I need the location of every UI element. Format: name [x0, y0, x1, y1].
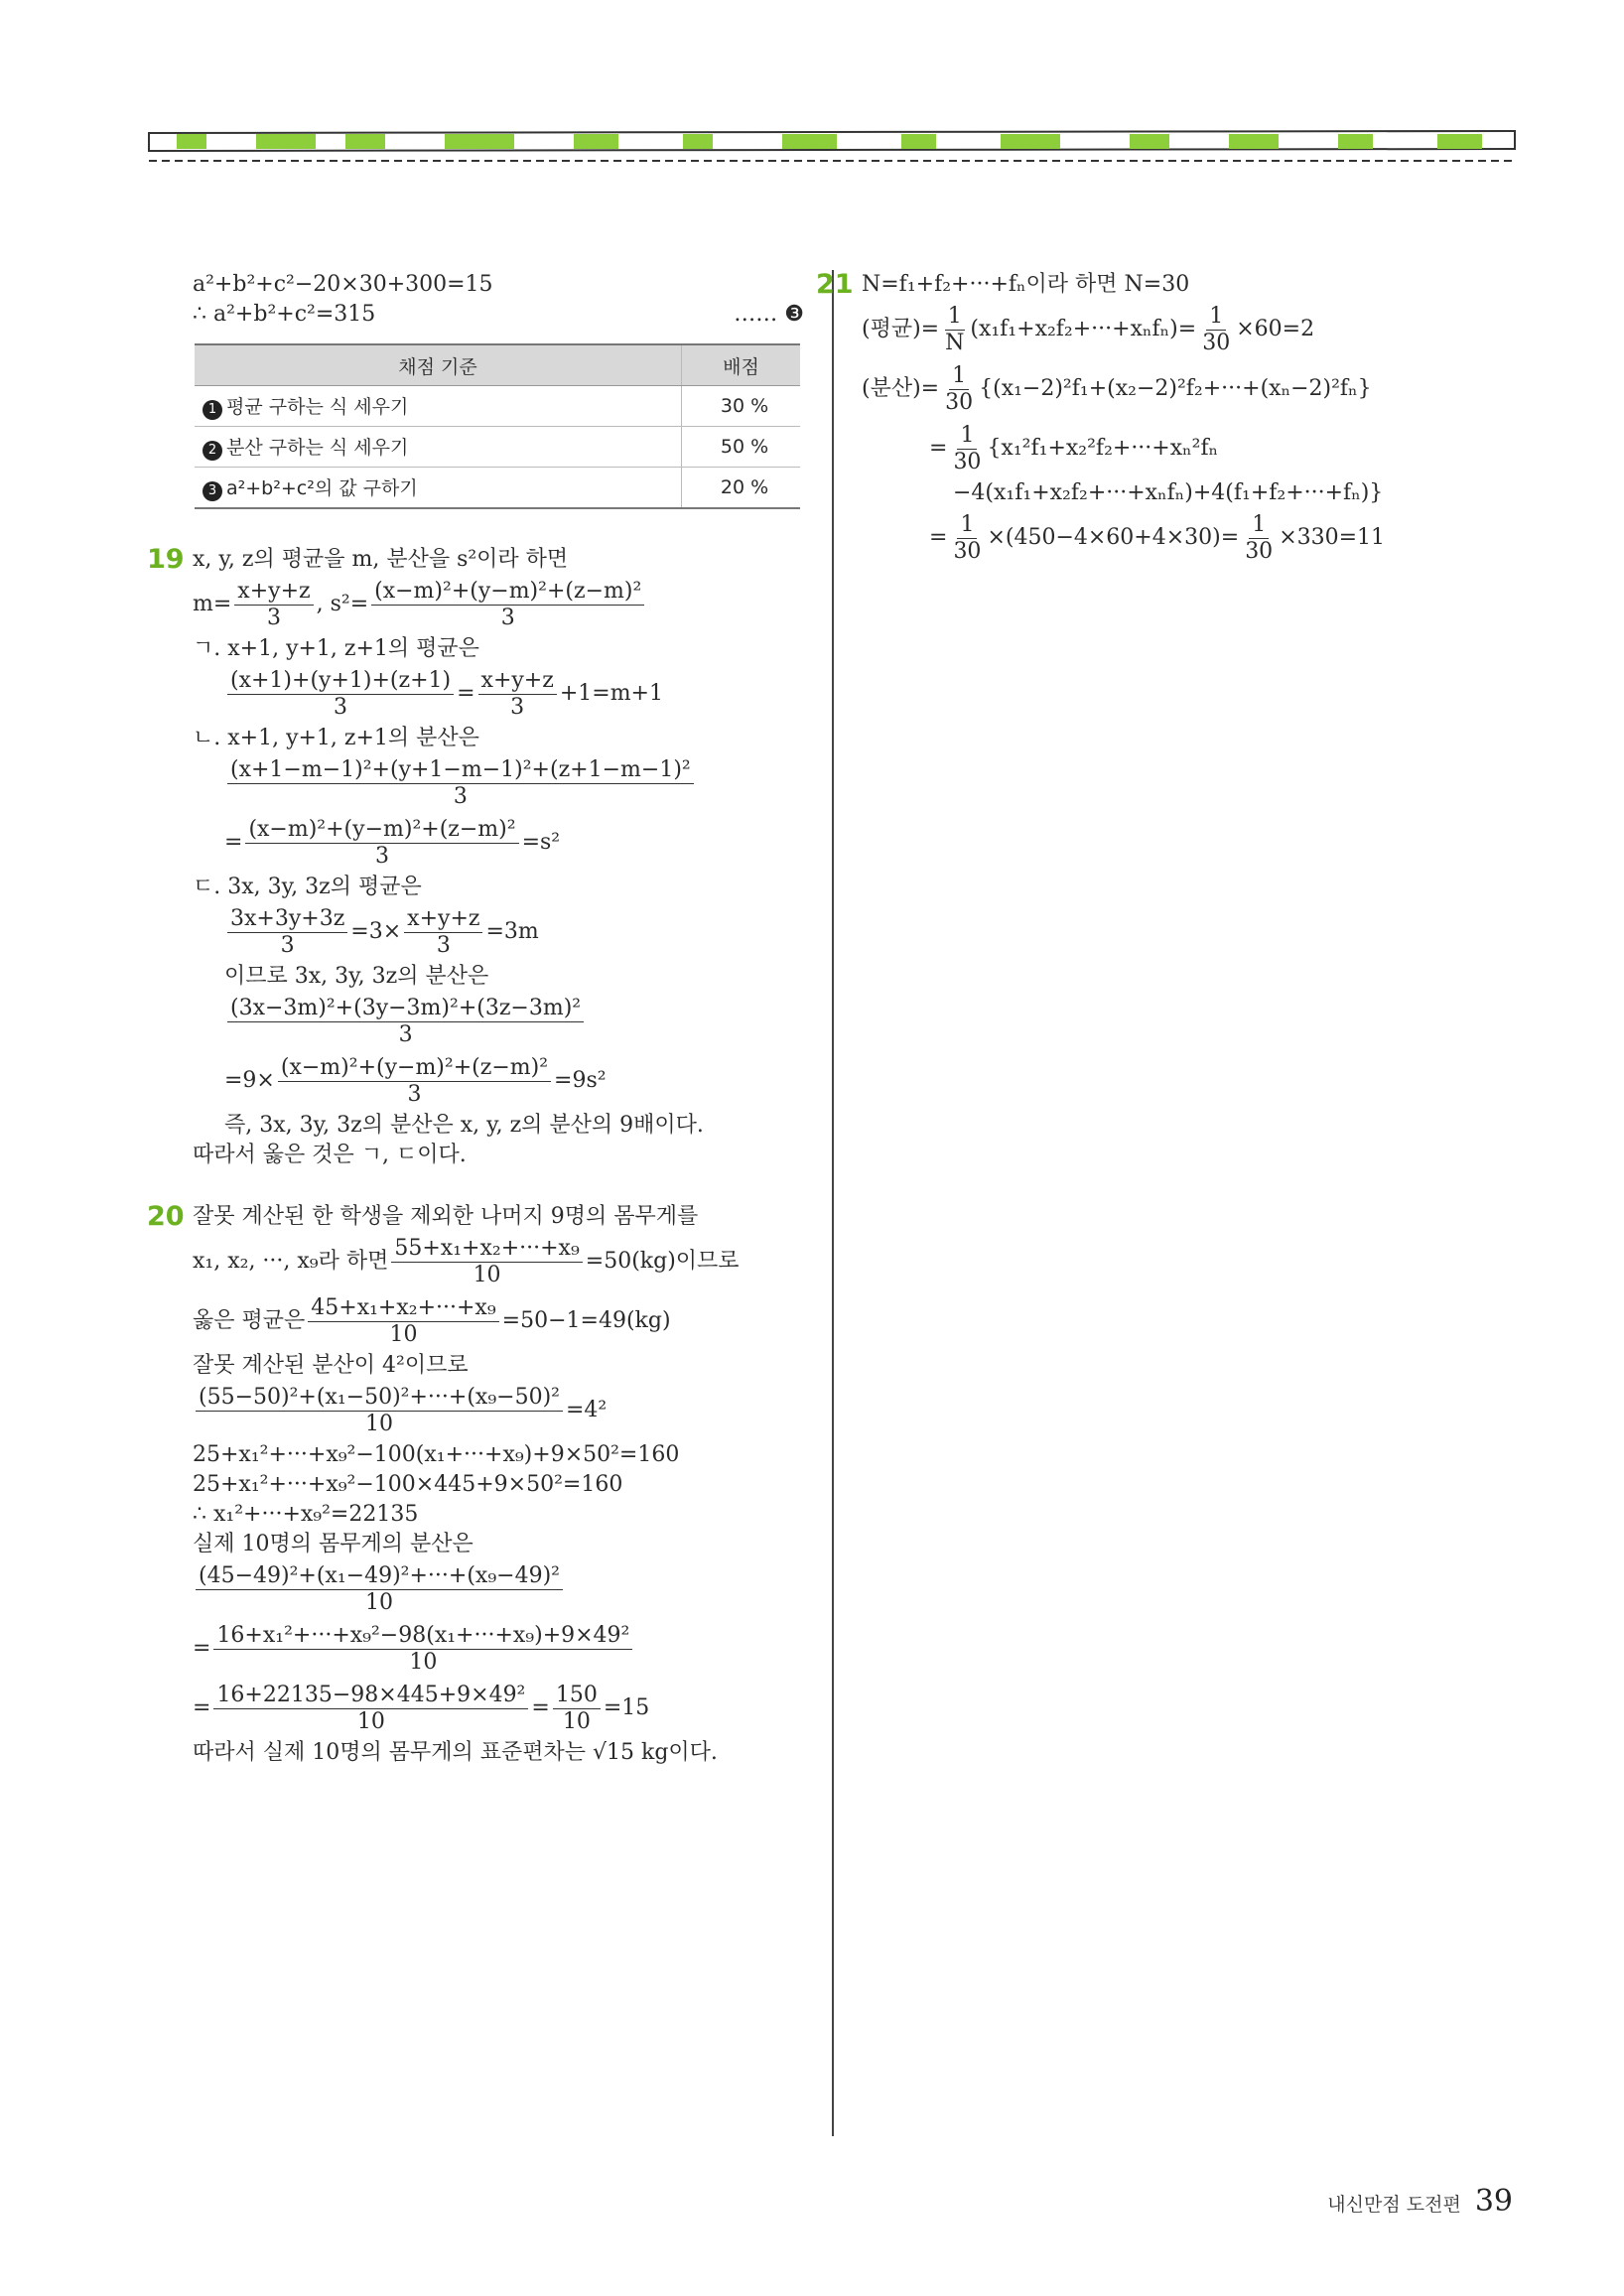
numerator: 1 [1206, 304, 1226, 331]
denominator: 3 [407, 1081, 422, 1107]
fraction [950, 512, 984, 565]
denominator: 3 [510, 694, 525, 720]
left-column [147, 270, 804, 1768]
grading-header-points: 배점 [682, 344, 801, 386]
denominator: 3 [436, 932, 451, 958]
fraction [308, 1295, 498, 1348]
numerator: 1 [957, 423, 977, 450]
denominator: 30 [953, 538, 982, 564]
fraction [391, 1236, 582, 1288]
denominator: 10 [409, 1649, 438, 1675]
equation-text: =s² [521, 830, 561, 855]
denominator: 10 [364, 1589, 393, 1615]
denominator: 3 [398, 1021, 413, 1047]
fraction [1242, 512, 1276, 565]
equation-line [862, 300, 1537, 359]
equation-text: =4² [565, 1398, 608, 1422]
denominator: 10 [389, 1321, 418, 1347]
numerator: x+y+z [478, 668, 557, 695]
equation-text: = [929, 436, 948, 461]
numerator: 150 [553, 1683, 601, 1709]
choice-a-label: ㄱ. x+1, y+1, z+1의 평균은 [193, 636, 479, 661]
equation-line [193, 1559, 804, 1619]
denominator: 30 [1202, 330, 1231, 355]
numerator: (x−m)²+(y−m)²+(z−m)² [245, 817, 518, 844]
denominator: 3 [375, 843, 389, 869]
equation-line: a²+b²+c²−20×30+300=15 [193, 272, 493, 297]
equation-text: = [193, 1636, 211, 1661]
right-column [816, 269, 1537, 568]
denominator: 10 [473, 1262, 501, 1287]
question-text: N=f₁+f₂+···+fₙ이라 하면 N=30 [862, 272, 1190, 297]
equation-text: (분산)= [862, 376, 940, 401]
equation-line: 25+x₁²+···+x₉²−100×445+9×50²=160 [193, 1472, 623, 1497]
explanation-line: 잘못 계산된 분산이 4²이므로 [193, 1353, 469, 1378]
grading-points: 50 % [682, 427, 801, 468]
fraction [950, 423, 984, 475]
numerator: (x+1−m−1)²+(y+1−m−1)²+(z+1−m−1)² [227, 757, 694, 784]
equation-line [193, 1679, 804, 1738]
page-number: 39 [1474, 2184, 1513, 2219]
fraction [227, 906, 347, 959]
equation-text: =9s² [554, 1068, 607, 1093]
equation-text: =3m [485, 919, 539, 944]
denominator: 10 [356, 1708, 385, 1734]
question-20-intro [147, 1201, 804, 1232]
numerator: x+y+z [234, 579, 313, 606]
answer-line: 따라서 옳은 것은 ㄱ, ㄷ이다. [193, 1143, 467, 1167]
grading-header-criteria: 채점 기준 [195, 344, 682, 386]
fraction [196, 1563, 563, 1616]
denominator: 3 [280, 932, 295, 958]
explanation-line: 즉, 3x, 3y, 3z의 분산은 x, y, z의 분산의 9배이다. [224, 1113, 704, 1138]
equation-line [193, 575, 804, 634]
fraction [553, 1683, 601, 1735]
fraction [478, 668, 557, 721]
explanation-line: 실제 10명의 몸무게의 분산은 [193, 1532, 474, 1556]
grading-criteria: a²+b²+c²의 값 구하기 [226, 477, 418, 500]
table-row [195, 427, 800, 468]
equation-line: 25+x₁²+···+x₉²−100(x₁+···+x₉)+9×50²=160 [193, 1442, 680, 1467]
equation-line: −4(x₁f₁+x₂f₂+···+xₙfₙ)+4(f₁+f₂+···+fₙ)} [953, 480, 1384, 505]
equation-text: (평균)= [862, 317, 940, 341]
numerator: 1 [1249, 512, 1269, 539]
numerator: 55+x₁+x₂+···+x₉ [391, 1236, 582, 1263]
numerator: 1 [945, 304, 965, 331]
equation-line [193, 1051, 804, 1111]
equation-text: = [531, 1695, 550, 1720]
grading-points: 30 % [682, 386, 801, 427]
equation-line: ∴ x₁²+···+x₉²=22135 [193, 1502, 419, 1527]
equation-line [193, 813, 804, 873]
choice-b-label: ㄴ. x+1, y+1, z+1의 분산은 [193, 726, 479, 750]
equation-text: = [193, 1695, 211, 1720]
fraction [196, 1385, 563, 1437]
numerator: 3x+3y+3z [227, 906, 347, 933]
fraction [213, 1683, 528, 1735]
fraction [227, 757, 694, 810]
equation-line [862, 419, 1537, 478]
column-divider [832, 270, 834, 2136]
equation-text: {(x₁−2)²f₁+(x₂−2)²f₂+···+(xₙ−2)²fₙ} [979, 376, 1372, 401]
equation-text: =50(kg)이므로 [585, 1249, 740, 1274]
equation-text: =9× [224, 1068, 275, 1093]
equation-text: ×330=11 [1279, 525, 1386, 550]
question-number: 20 [147, 1201, 185, 1232]
fraction [227, 996, 584, 1048]
denominator: 10 [562, 1708, 591, 1734]
fraction [234, 579, 313, 631]
numerator: x+y+z [404, 906, 482, 933]
table-row [195, 386, 800, 427]
equation-line [193, 300, 804, 330]
choice-c-label: ㄷ. 3x, 3y, 3z의 평균은 [193, 875, 422, 899]
equation-text: (x₁f₁+x₂f₂+···+xₙfₙ)= [970, 317, 1197, 341]
equation-line [193, 992, 804, 1051]
denominator: 30 [945, 389, 974, 415]
fraction [404, 906, 482, 959]
fraction [942, 363, 976, 416]
equation-text: =50−1=49(kg) [501, 1308, 671, 1333]
numerator: (55−50)²+(x₁−50)²+···+(x₉−50)² [196, 1385, 563, 1412]
step-number-icon: 3 [203, 481, 222, 501]
numerator: 16+22135−98×445+9×49² [213, 1683, 528, 1709]
question-19-intro [147, 544, 804, 575]
equation-line [862, 359, 1537, 419]
equation-line [193, 753, 804, 813]
equation-line [193, 1232, 804, 1291]
grading-criteria: 분산 구하는 식 세우기 [226, 437, 409, 460]
numerator: (45−49)²+(x₁−49)²+···+(x₉−49)² [196, 1563, 563, 1590]
question-text: x, y, z의 평균을 m, 분산을 s²이라 하면 [193, 547, 569, 572]
equation-line [862, 508, 1537, 568]
question-21-intro [816, 269, 1537, 300]
fraction [1199, 304, 1233, 356]
page-footer [1327, 2184, 1513, 2219]
table-row [195, 468, 800, 509]
step-marker: …… ❸ [734, 302, 804, 327]
question-text: 잘못 계산된 한 학생을 제외한 나머지 9명의 몸무게를 [193, 1204, 699, 1229]
grading-table [195, 343, 800, 509]
fraction [213, 1623, 632, 1676]
fraction [942, 304, 967, 356]
equation-text: {x₁²f₁+x₂²f₂+···+xₙ²fₙ [987, 436, 1219, 461]
equation-line [193, 1619, 804, 1679]
step-number-icon: 2 [203, 441, 222, 461]
fraction [371, 579, 644, 631]
explanation-line: 이므로 3x, 3y, 3z의 분산은 [224, 964, 489, 989]
equation-text: ∴ a²+b²+c²=315 [193, 302, 376, 327]
fraction [227, 668, 454, 721]
numerator: (3x−3m)²+(3y−3m)²+(3z−3m)² [227, 996, 584, 1022]
denominator: 30 [1245, 538, 1274, 564]
equation-line [193, 1291, 804, 1351]
equation-text: 옳은 평균은 [193, 1308, 306, 1333]
denominator: 3 [334, 694, 348, 720]
equation-text: +1=m+1 [559, 681, 663, 706]
equation-line [193, 1381, 804, 1440]
denominator: 3 [500, 605, 515, 630]
denominator: 10 [364, 1411, 393, 1436]
numerator: (x−m)²+(y−m)²+(z−m)² [278, 1055, 551, 1082]
numerator: 1 [957, 512, 977, 539]
header-decoration [147, 127, 1517, 167]
question-number: 21 [816, 269, 854, 300]
numerator: 16+x₁²+···+x₉²−98(x₁+···+x₉)+9×49² [213, 1623, 632, 1650]
equation-text: m= [193, 592, 232, 616]
equation-line [193, 664, 804, 724]
fraction [278, 1055, 551, 1108]
grading-criteria: 평균 구하는 식 세우기 [226, 396, 409, 419]
equation-text: =3× [350, 919, 402, 944]
equation-text: x₁, x₂, ···, x₉라 하면 [193, 1249, 389, 1274]
numerator: (x−m)²+(y−m)²+(z−m)² [371, 579, 644, 606]
equation-text: = [224, 830, 243, 855]
answer-line: 따라서 실제 10명의 몸무게의 표준편차는 √15 kg이다. [193, 1740, 718, 1765]
equation-text: = [929, 525, 948, 550]
fraction [245, 817, 518, 870]
denominator: 3 [453, 783, 468, 809]
equation-text: ×60=2 [1236, 317, 1315, 341]
grading-points: 20 % [682, 468, 801, 509]
numerator: (x+1)+(y+1)+(z+1) [227, 668, 454, 695]
equation-text: ×(450−4×60+4×30)= [987, 525, 1240, 550]
equation-line [193, 902, 804, 962]
step-number-icon: 1 [203, 400, 222, 420]
denominator: 3 [266, 605, 281, 630]
denominator: 30 [953, 449, 982, 474]
equation-text: = [457, 681, 475, 706]
equation-text: =15 [603, 1695, 650, 1720]
numerator: 1 [949, 363, 969, 390]
denominator: N [945, 330, 965, 355]
question-number: 19 [147, 544, 185, 575]
numerator: 45+x₁+x₂+···+x₉ [308, 1295, 498, 1322]
equation-text: , s²= [316, 592, 369, 616]
book-title: 내신만점 도전편 [1327, 2194, 1461, 2216]
